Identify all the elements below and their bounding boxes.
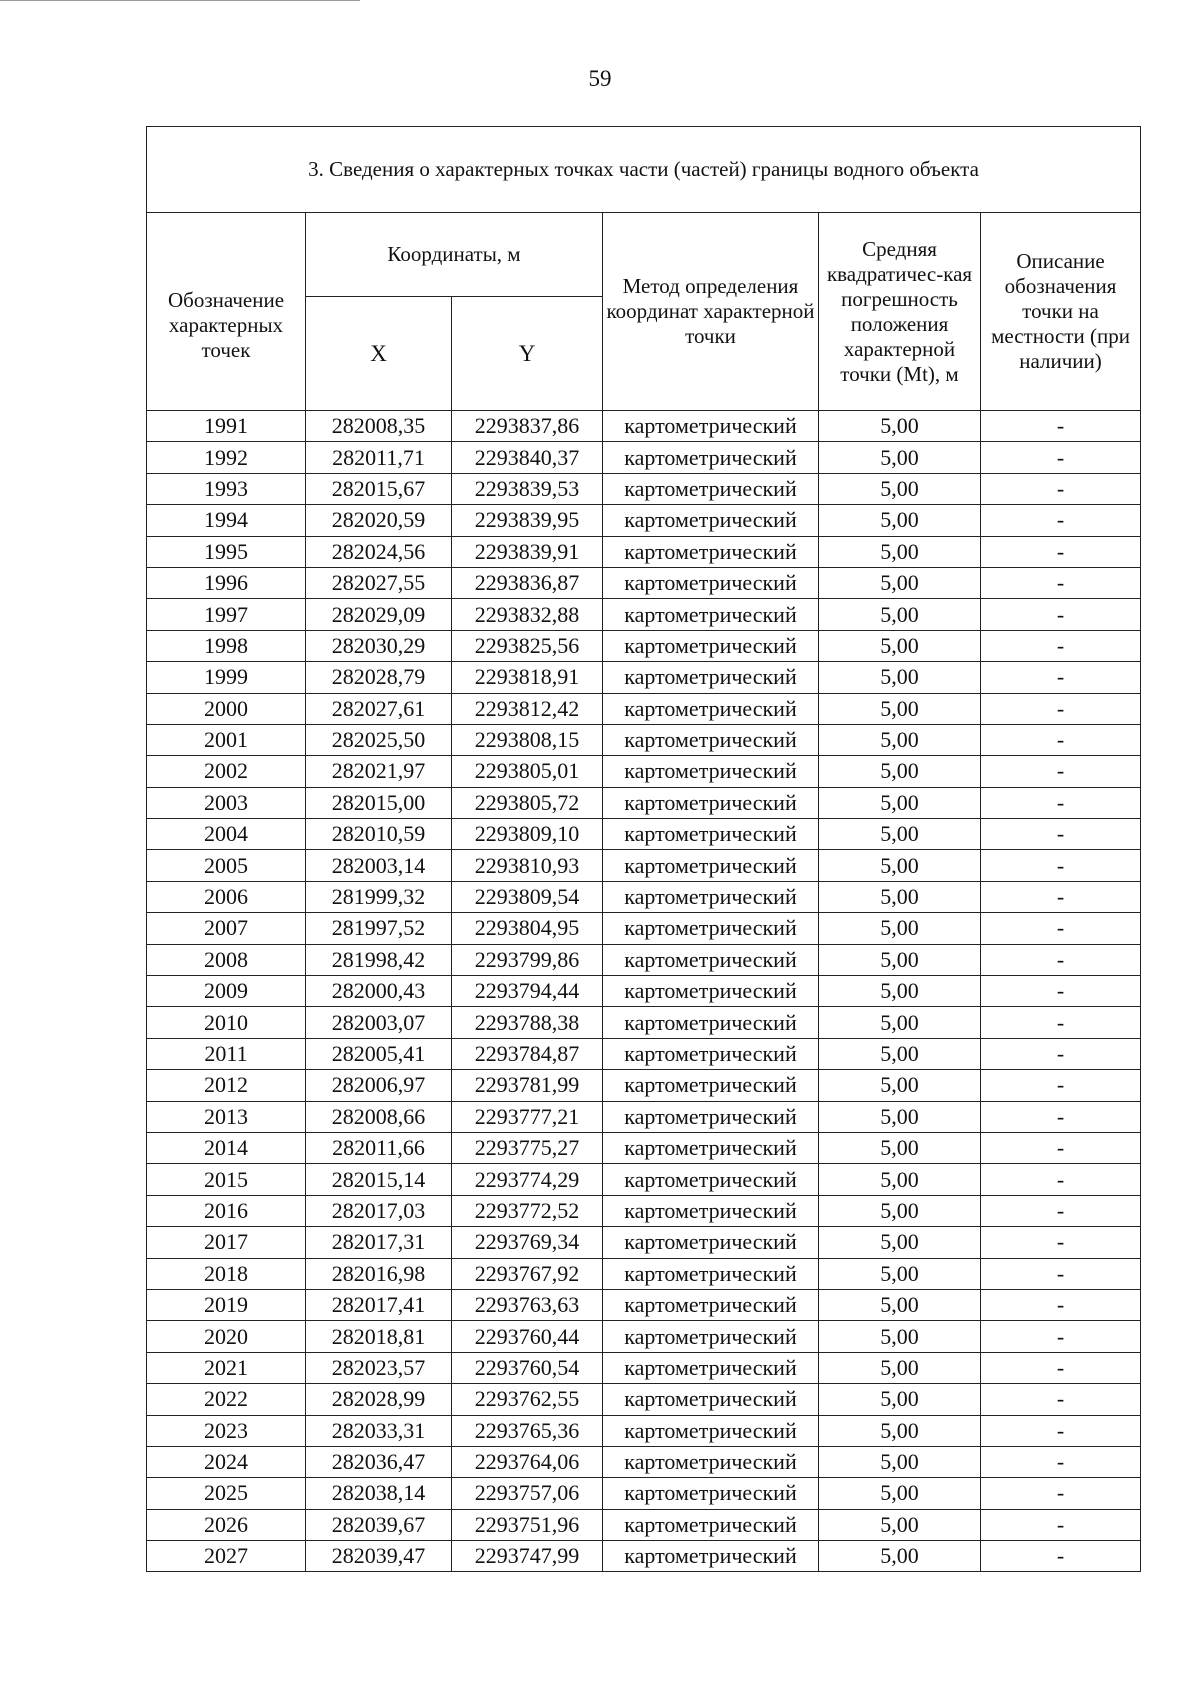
point-id-cell: 2025 <box>147 1478 306 1509</box>
y-coordinate-cell: 2293837,86 <box>452 411 603 442</box>
method-cell: картометрический <box>603 1446 819 1477</box>
method-cell: картометрический <box>603 881 819 912</box>
x-coordinate-cell: 282011,66 <box>306 1132 452 1163</box>
x-coordinate-cell: 281997,52 <box>306 913 452 944</box>
section-title: 3. Сведения о характерных точках части (частей) границы водного объекта <box>147 127 1141 213</box>
method-cell: картометрический <box>603 1478 819 1509</box>
description-cell: - <box>981 1101 1141 1132</box>
y-coordinate-cell: 2293804,95 <box>452 913 603 944</box>
error-cell: 5,00 <box>819 1195 981 1226</box>
x-coordinate-cell: 282011,71 <box>306 442 452 473</box>
y-coordinate-cell: 2293760,54 <box>452 1352 603 1383</box>
method-cell: картометрический <box>603 693 819 724</box>
description-cell: - <box>981 1289 1141 1320</box>
y-coordinate-cell: 2293781,99 <box>452 1070 603 1101</box>
point-id-cell: 1992 <box>147 442 306 473</box>
method-cell: картометрический <box>603 1541 819 1572</box>
method-cell: картометрический <box>603 1415 819 1446</box>
y-coordinate-cell: 2293839,95 <box>452 505 603 536</box>
point-id-cell: 2020 <box>147 1321 306 1352</box>
x-coordinate-cell: 282030,29 <box>306 630 452 661</box>
header-description: Описание обозначения точки на местности (при наличии) <box>981 213 1141 411</box>
error-cell: 5,00 <box>819 662 981 693</box>
method-cell: картометрический <box>603 1227 819 1258</box>
description-cell: - <box>981 1352 1141 1383</box>
method-cell: картометрический <box>603 787 819 818</box>
table-row <box>147 1478 1141 1509</box>
description-cell: - <box>981 819 1141 850</box>
description-cell: - <box>981 1227 1141 1258</box>
point-id-cell: 2004 <box>147 819 306 850</box>
error-cell: 5,00 <box>819 1384 981 1415</box>
point-id-cell: 2019 <box>147 1289 306 1320</box>
x-coordinate-cell: 282000,43 <box>306 976 452 1007</box>
point-id-cell: 2000 <box>147 693 306 724</box>
y-coordinate-cell: 2293772,52 <box>452 1195 603 1226</box>
description-cell: - <box>981 599 1141 630</box>
x-coordinate-cell: 282005,41 <box>306 1038 452 1069</box>
method-cell: картометрический <box>603 1352 819 1383</box>
method-cell: картометрический <box>603 599 819 630</box>
y-coordinate-cell: 2293810,93 <box>452 850 603 881</box>
header-designation: Обозначение характерных точек <box>147 213 306 411</box>
error-cell: 5,00 <box>819 976 981 1007</box>
description-cell: - <box>981 505 1141 536</box>
x-coordinate-cell: 282029,09 <box>306 599 452 630</box>
x-coordinate-cell: 282039,47 <box>306 1541 452 1572</box>
description-cell: - <box>981 1415 1141 1446</box>
y-coordinate-cell: 2293764,06 <box>452 1446 603 1477</box>
table-row <box>147 1415 1141 1446</box>
method-cell: картометрический <box>603 1007 819 1038</box>
description-cell: - <box>981 1321 1141 1352</box>
description-cell: - <box>981 662 1141 693</box>
table-row <box>147 1352 1141 1383</box>
error-cell: 5,00 <box>819 724 981 755</box>
table-row <box>147 1038 1141 1069</box>
x-coordinate-cell: 282008,66 <box>306 1101 452 1132</box>
table-row <box>147 1195 1141 1226</box>
method-cell: картометрический <box>603 1164 819 1195</box>
x-coordinate-cell: 282015,00 <box>306 787 452 818</box>
x-coordinate-cell: 282017,41 <box>306 1289 452 1320</box>
error-cell: 5,00 <box>819 1007 981 1038</box>
y-coordinate-cell: 2293805,72 <box>452 787 603 818</box>
description-cell: - <box>981 567 1141 598</box>
description-cell: - <box>981 1038 1141 1069</box>
y-coordinate-cell: 2293812,42 <box>452 693 603 724</box>
error-cell: 5,00 <box>819 1541 981 1572</box>
method-cell: картометрический <box>603 850 819 881</box>
y-coordinate-cell: 2293808,15 <box>452 724 603 755</box>
description-cell: - <box>981 473 1141 504</box>
error-cell: 5,00 <box>819 630 981 661</box>
method-cell: картометрический <box>603 1101 819 1132</box>
point-id-cell: 2018 <box>147 1258 306 1289</box>
point-id-cell: 2014 <box>147 1132 306 1163</box>
table-row <box>147 1164 1141 1195</box>
method-cell: картометрический <box>603 473 819 504</box>
point-id-cell: 2012 <box>147 1070 306 1101</box>
x-coordinate-cell: 282018,81 <box>306 1321 452 1352</box>
x-coordinate-cell: 282017,03 <box>306 1195 452 1226</box>
method-cell: картометрический <box>603 819 819 850</box>
point-id-cell: 2007 <box>147 913 306 944</box>
table-header <box>147 127 1141 411</box>
table-row <box>147 850 1141 881</box>
error-cell: 5,00 <box>819 442 981 473</box>
y-coordinate-cell: 2293836,87 <box>452 567 603 598</box>
description-cell: - <box>981 1164 1141 1195</box>
method-cell: картометрический <box>603 442 819 473</box>
y-coordinate-cell: 2293769,34 <box>452 1227 603 1258</box>
point-id-cell: 1997 <box>147 599 306 630</box>
table-row <box>147 473 1141 504</box>
y-coordinate-cell: 2293839,91 <box>452 536 603 567</box>
table-row <box>147 1132 1141 1163</box>
description-cell: - <box>981 787 1141 818</box>
description-cell: - <box>981 411 1141 442</box>
x-coordinate-cell: 282015,14 <box>306 1164 452 1195</box>
method-cell: картометрический <box>603 1132 819 1163</box>
top-scan-rule <box>0 0 360 1</box>
method-cell: картометрический <box>603 1289 819 1320</box>
error-cell: 5,00 <box>819 756 981 787</box>
point-id-cell: 2027 <box>147 1541 306 1572</box>
method-cell: картометрический <box>603 505 819 536</box>
x-coordinate-cell: 282024,56 <box>306 536 452 567</box>
error-cell: 5,00 <box>819 599 981 630</box>
description-cell: - <box>981 1258 1141 1289</box>
description-cell: - <box>981 1541 1141 1572</box>
point-id-cell: 1993 <box>147 473 306 504</box>
point-id-cell: 2026 <box>147 1509 306 1540</box>
table-row <box>147 536 1141 567</box>
point-id-cell: 2002 <box>147 756 306 787</box>
x-coordinate-cell: 282028,99 <box>306 1384 452 1415</box>
description-cell: - <box>981 756 1141 787</box>
point-id-cell: 2017 <box>147 1227 306 1258</box>
table-row <box>147 442 1141 473</box>
section-title-row <box>147 127 1141 213</box>
x-coordinate-cell: 281999,32 <box>306 881 452 912</box>
y-coordinate-cell: 2293784,87 <box>452 1038 603 1069</box>
method-cell: картометрический <box>603 913 819 944</box>
description-cell: - <box>981 850 1141 881</box>
x-coordinate-cell: 282038,14 <box>306 1478 452 1509</box>
x-coordinate-cell: 282003,07 <box>306 1007 452 1038</box>
table-row <box>147 567 1141 598</box>
y-coordinate-cell: 2293840,37 <box>452 442 603 473</box>
method-cell: картометрический <box>603 1258 819 1289</box>
method-cell: картометрический <box>603 1038 819 1069</box>
description-cell: - <box>981 1446 1141 1477</box>
point-id-cell: 1999 <box>147 662 306 693</box>
error-cell: 5,00 <box>819 850 981 881</box>
description-cell: - <box>981 1007 1141 1038</box>
point-id-cell: 2022 <box>147 1384 306 1415</box>
table-row <box>147 1070 1141 1101</box>
error-cell: 5,00 <box>819 1446 981 1477</box>
point-id-cell: 2006 <box>147 881 306 912</box>
x-coordinate-cell: 282015,67 <box>306 473 452 504</box>
point-id-cell: 2023 <box>147 1415 306 1446</box>
table-row <box>147 756 1141 787</box>
error-cell: 5,00 <box>819 567 981 598</box>
x-coordinate-cell: 282021,97 <box>306 756 452 787</box>
x-coordinate-cell: 282016,98 <box>306 1258 452 1289</box>
table-row <box>147 1446 1141 1477</box>
table-row <box>147 1007 1141 1038</box>
method-cell: картометрический <box>603 1384 819 1415</box>
y-coordinate-cell: 2293760,44 <box>452 1321 603 1352</box>
error-cell: 5,00 <box>819 881 981 912</box>
y-coordinate-cell: 2293757,06 <box>452 1478 603 1509</box>
table-row <box>147 944 1141 975</box>
error-cell: 5,00 <box>819 819 981 850</box>
error-cell: 5,00 <box>819 1415 981 1446</box>
point-id-cell: 2005 <box>147 850 306 881</box>
x-coordinate-cell: 282033,31 <box>306 1415 452 1446</box>
method-cell: картометрический <box>603 944 819 975</box>
point-id-cell: 2013 <box>147 1101 306 1132</box>
table-body <box>147 411 1141 1572</box>
y-coordinate-cell: 2293794,44 <box>452 976 603 1007</box>
description-cell: - <box>981 913 1141 944</box>
method-cell: картометрический <box>603 1509 819 1540</box>
error-cell: 5,00 <box>819 693 981 724</box>
x-coordinate-cell: 282017,31 <box>306 1227 452 1258</box>
error-cell: 5,00 <box>819 1227 981 1258</box>
error-cell: 5,00 <box>819 505 981 536</box>
x-coordinate-cell: 282027,61 <box>306 693 452 724</box>
method-cell: картометрический <box>603 724 819 755</box>
description-cell: - <box>981 724 1141 755</box>
header-x: X <box>306 297 452 411</box>
description-cell: - <box>981 1070 1141 1101</box>
y-coordinate-cell: 2293762,55 <box>452 1384 603 1415</box>
error-cell: 5,00 <box>819 1038 981 1069</box>
method-cell: картометрический <box>603 1321 819 1352</box>
point-id-cell: 1995 <box>147 536 306 567</box>
y-coordinate-cell: 2293774,29 <box>452 1164 603 1195</box>
header-error: Средняя квадратичес-кая погрешность положения характерной точки (Mt), м <box>819 213 981 411</box>
x-coordinate-cell: 282028,79 <box>306 662 452 693</box>
table-row <box>147 819 1141 850</box>
y-coordinate-cell: 2293747,99 <box>452 1541 603 1572</box>
point-id-cell: 2024 <box>147 1446 306 1477</box>
error-cell: 5,00 <box>819 1132 981 1163</box>
y-coordinate-cell: 2293818,91 <box>452 662 603 693</box>
table-row <box>147 505 1141 536</box>
y-coordinate-cell: 2293839,53 <box>452 473 603 504</box>
y-coordinate-cell: 2293809,10 <box>452 819 603 850</box>
method-cell: картометрический <box>603 536 819 567</box>
method-cell: картометрический <box>603 630 819 661</box>
point-id-cell: 2001 <box>147 724 306 755</box>
table-row <box>147 976 1141 1007</box>
description-cell: - <box>981 881 1141 912</box>
error-cell: 5,00 <box>819 1164 981 1195</box>
table-row <box>147 630 1141 661</box>
point-id-cell: 2008 <box>147 944 306 975</box>
y-coordinate-cell: 2293832,88 <box>452 599 603 630</box>
method-cell: картометрический <box>603 756 819 787</box>
header-y: Y <box>452 297 603 411</box>
x-coordinate-cell: 282020,59 <box>306 505 452 536</box>
table-row <box>147 693 1141 724</box>
point-id-cell: 2011 <box>147 1038 306 1069</box>
y-coordinate-cell: 2293788,38 <box>452 1007 603 1038</box>
error-cell: 5,00 <box>819 1258 981 1289</box>
y-coordinate-cell: 2293765,36 <box>452 1415 603 1446</box>
table-row <box>147 1227 1141 1258</box>
table-row <box>147 1289 1141 1320</box>
description-cell: - <box>981 442 1141 473</box>
error-cell: 5,00 <box>819 473 981 504</box>
error-cell: 5,00 <box>819 1101 981 1132</box>
header-coordinates: Координаты, м <box>306 213 603 297</box>
description-cell: - <box>981 976 1141 1007</box>
point-id-cell: 2009 <box>147 976 306 1007</box>
error-cell: 5,00 <box>819 1289 981 1320</box>
point-id-cell: 2010 <box>147 1007 306 1038</box>
x-coordinate-cell: 281998,42 <box>306 944 452 975</box>
method-cell: картометрический <box>603 411 819 442</box>
table-row <box>147 913 1141 944</box>
error-cell: 5,00 <box>819 1478 981 1509</box>
point-id-cell: 2015 <box>147 1164 306 1195</box>
table-row <box>147 1321 1141 1352</box>
table-row <box>147 1384 1141 1415</box>
description-cell: - <box>981 1478 1141 1509</box>
description-cell: - <box>981 693 1141 724</box>
y-coordinate-cell: 2293809,54 <box>452 881 603 912</box>
y-coordinate-cell: 2293805,01 <box>452 756 603 787</box>
error-cell: 5,00 <box>819 1352 981 1383</box>
y-coordinate-cell: 2293763,63 <box>452 1289 603 1320</box>
description-cell: - <box>981 1509 1141 1540</box>
page-number: 59 <box>588 66 612 91</box>
method-cell: картометрический <box>603 1070 819 1101</box>
point-id-cell: 1991 <box>147 411 306 442</box>
y-coordinate-cell: 2293825,56 <box>452 630 603 661</box>
x-coordinate-cell: 282003,14 <box>306 850 452 881</box>
error-cell: 5,00 <box>819 1509 981 1540</box>
method-cell: картометрический <box>603 976 819 1007</box>
x-coordinate-cell: 282036,47 <box>306 1446 452 1477</box>
description-cell: - <box>981 536 1141 567</box>
x-coordinate-cell: 282039,67 <box>306 1509 452 1540</box>
y-coordinate-cell: 2293751,96 <box>452 1509 603 1540</box>
method-cell: картометрический <box>603 662 819 693</box>
point-id-cell: 1998 <box>147 630 306 661</box>
error-cell: 5,00 <box>819 1070 981 1101</box>
error-cell: 5,00 <box>819 944 981 975</box>
error-cell: 5,00 <box>819 536 981 567</box>
table-row <box>147 1101 1141 1132</box>
y-coordinate-cell: 2293799,86 <box>452 944 603 975</box>
header-method: Метод определения координат характерной точки <box>603 213 819 411</box>
point-id-cell: 1996 <box>147 567 306 598</box>
description-cell: - <box>981 1195 1141 1226</box>
y-coordinate-cell: 2293777,21 <box>452 1101 603 1132</box>
error-cell: 5,00 <box>819 787 981 818</box>
description-cell: - <box>981 1132 1141 1163</box>
y-coordinate-cell: 2293775,27 <box>452 1132 603 1163</box>
x-coordinate-cell: 282006,97 <box>306 1070 452 1101</box>
table-row <box>147 724 1141 755</box>
table-row <box>147 881 1141 912</box>
error-cell: 5,00 <box>819 1321 981 1352</box>
error-cell: 5,00 <box>819 411 981 442</box>
table-row <box>147 599 1141 630</box>
x-coordinate-cell: 282023,57 <box>306 1352 452 1383</box>
table-row <box>147 1509 1141 1540</box>
description-cell: - <box>981 944 1141 975</box>
boundary-points-table <box>146 126 1141 1572</box>
table-row <box>147 411 1141 442</box>
method-cell: картометрический <box>603 1195 819 1226</box>
x-coordinate-cell: 282025,50 <box>306 724 452 755</box>
error-cell: 5,00 <box>819 913 981 944</box>
table-row <box>147 662 1141 693</box>
description-cell: - <box>981 1384 1141 1415</box>
x-coordinate-cell: 282027,55 <box>306 567 452 598</box>
point-id-cell: 2003 <box>147 787 306 818</box>
table-row <box>147 1541 1141 1572</box>
description-cell: - <box>981 630 1141 661</box>
point-id-cell: 2016 <box>147 1195 306 1226</box>
point-id-cell: 2021 <box>147 1352 306 1383</box>
method-cell: картометрический <box>603 567 819 598</box>
table-row <box>147 787 1141 818</box>
x-coordinate-cell: 282008,35 <box>306 411 452 442</box>
point-id-cell: 1994 <box>147 505 306 536</box>
table-row <box>147 1258 1141 1289</box>
header-row-top <box>147 213 1141 297</box>
y-coordinate-cell: 2293767,92 <box>452 1258 603 1289</box>
x-coordinate-cell: 282010,59 <box>306 819 452 850</box>
